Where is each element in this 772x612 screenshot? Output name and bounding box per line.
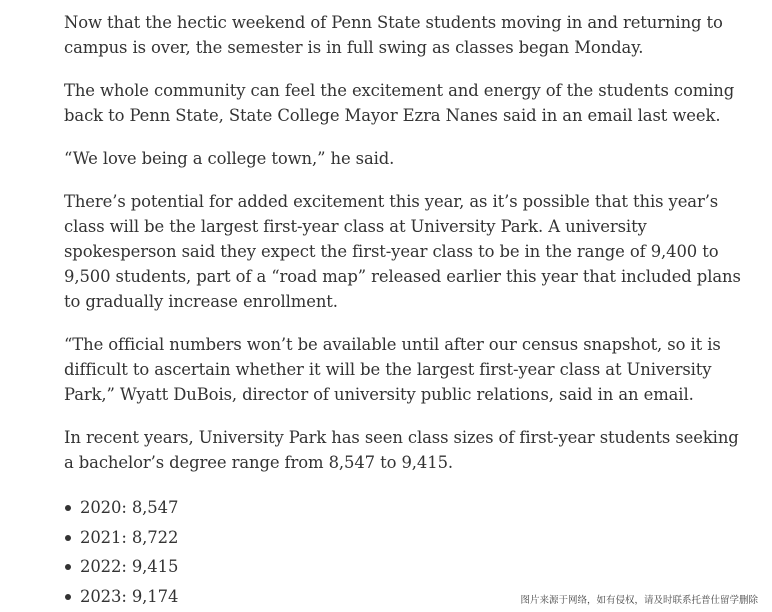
bullet-icon <box>65 564 71 570</box>
paragraph-community: The whole community can feel the excitement and energy of the students coming back to Penn State, State College Mayor Ezra Nanes said in an email last week. <box>64 81 735 125</box>
list-item-text: 2020: 8,547 <box>80 498 179 517</box>
list-item <box>80 552 744 582</box>
article-body <box>64 10 744 611</box>
paragraph-quote-mayor: “We love being a college town,” he said. <box>64 149 395 168</box>
bullet-icon <box>65 505 71 511</box>
image-source-watermark: 图片来源于网络，如有侵权，请及时联系托普仕留学删除 <box>518 592 760 606</box>
bullet-icon <box>65 594 71 600</box>
bullet-icon <box>65 535 71 541</box>
list-item <box>80 523 744 553</box>
paragraph-intro: Now that the hectic weekend of Penn State students moving in and returning to campus is over, the semester is in full swing as classes began Monday. <box>64 13 723 57</box>
paragraph-recent-years: In recent years, University Park has seen class sizes of first-year students seeking a bachelor’s degree range from 8,547 to 9,415. <box>64 428 739 472</box>
list-item-text: 2023: 9,174 <box>80 586 179 606</box>
paragraph-quote-dubois: “The official numbers won’t be available until after our census snapshot, so it is difficult to ascertain whether it will be the largest first-year class at University Park,” Wyatt DuBois, director of university public relations, said in an email. <box>64 335 721 404</box>
paragraph-potential: There’s potential for added excitement this year, as it’s possible that this year’s class will be the largest first-year class at University Park. A university spokesperson said they expect the first-year class to be in the range of 9,400 to 9,500 students, part of a “road map” released earlier this year that included plans to gradually increase enrollment. <box>64 192 741 311</box>
list-item <box>80 493 744 523</box>
list-item-text: 2022: 9,415 <box>80 557 179 576</box>
list-item-text: 2021: 8,722 <box>80 527 179 547</box>
